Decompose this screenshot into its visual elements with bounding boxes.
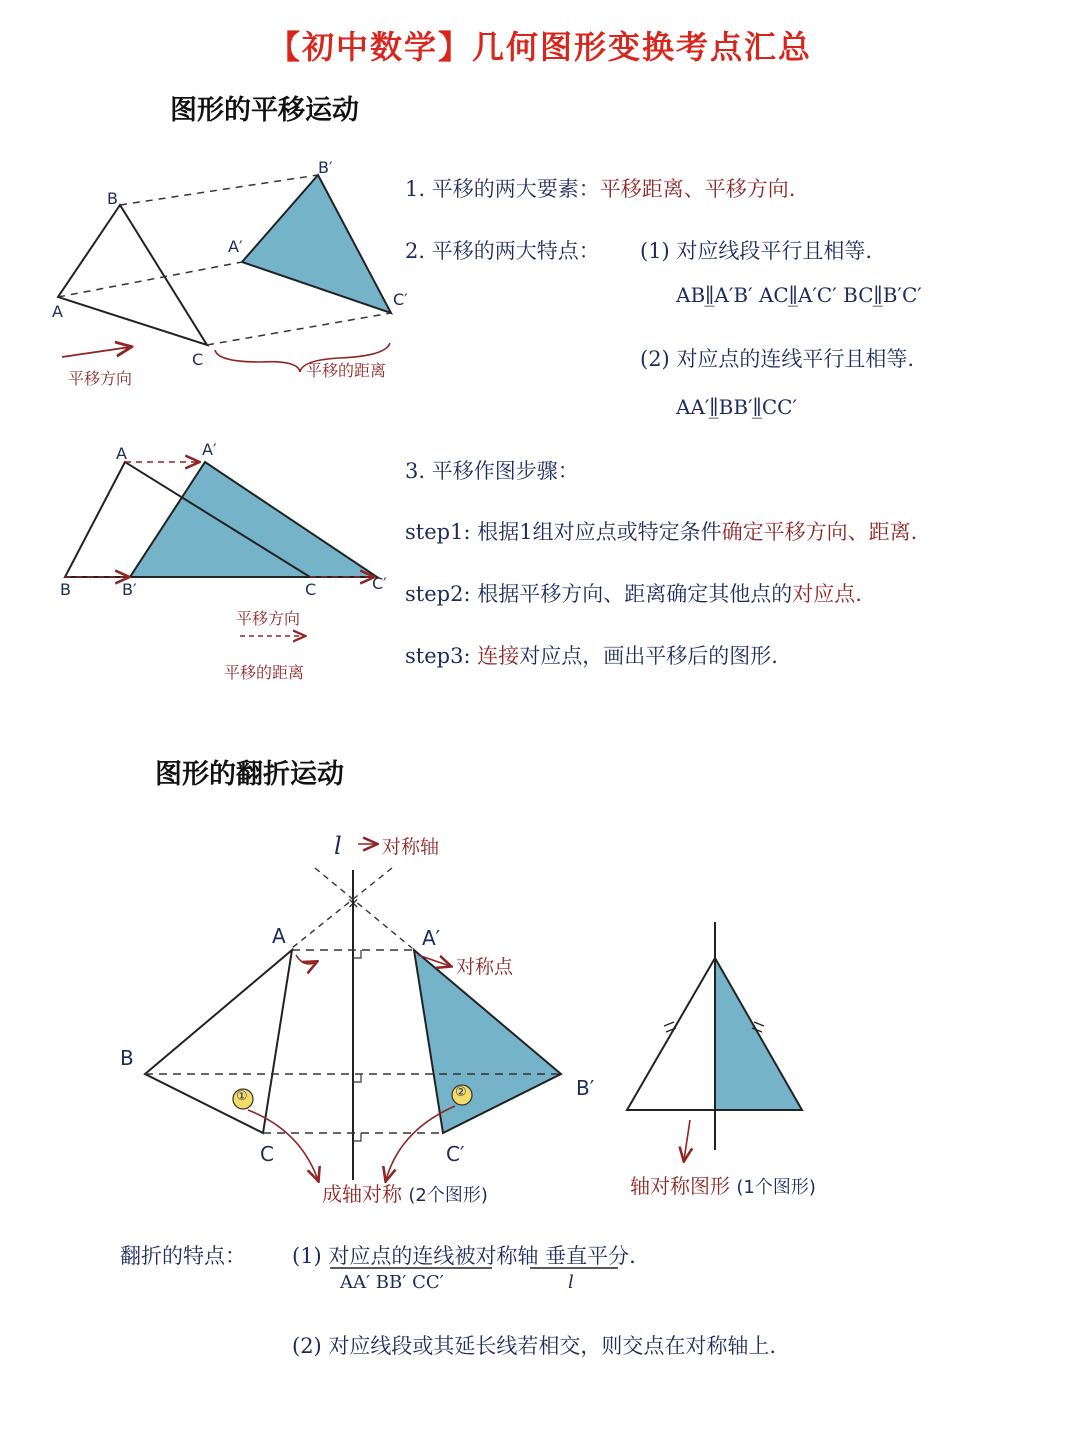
r-point-c: C <box>260 1142 274 1166</box>
distance-label: 平移的距离 <box>306 361 387 380</box>
result-line <box>322 1178 488 1207</box>
point-c-prime: C′ <box>393 290 408 309</box>
step-3-red: 连接 <box>477 644 520 668</box>
translation-diagram-2 <box>65 462 377 636</box>
features-p1-d: 垂直平分. <box>545 1244 636 1268</box>
axis-name: 对称轴 <box>382 836 440 858</box>
triangle-left <box>145 950 292 1133</box>
features-p2-text: 对应线段或其延长线若相交，则交点在对称轴上. <box>328 1334 777 1358</box>
features-p1-sub2: l <box>568 1272 574 1293</box>
features-p1 <box>292 1240 636 1270</box>
marker-2: ② <box>455 1085 467 1100</box>
point-name: 对称点 <box>456 956 514 978</box>
d2-point-b-prime: B′ <box>122 580 137 599</box>
r-point-b: B <box>120 1046 134 1070</box>
item-2-p2-formula: AA′∥̲BB′∥̲CC′ <box>676 395 797 419</box>
point-a-prime: A′ <box>228 237 243 256</box>
d2-point-a: A <box>116 444 127 463</box>
r-point-a-prime: A′ <box>422 926 441 950</box>
sym-line <box>630 1170 816 1199</box>
item-2-point-1 <box>640 235 872 265</box>
symmetric-figure <box>627 922 802 1160</box>
point-b-prime: B′ <box>318 158 333 177</box>
features-label: 翻折的特点： <box>120 1244 246 1268</box>
item-2-p2-num: (2) <box>640 347 670 371</box>
svg-text:×: × <box>347 894 360 912</box>
item-2-p1-formula: AB∥̲A′B′ AC∥̲A′C′ BC∥̲B′C′ <box>676 283 922 307</box>
reflection-diagram <box>145 844 561 1180</box>
direction-label: 平移方向 <box>68 369 133 388</box>
step-1-label: step1: <box>405 520 471 544</box>
step-2 <box>405 578 862 608</box>
step-3-text: 对应点，画出平移后的图形. <box>519 644 778 668</box>
point-b: B <box>107 189 118 208</box>
result-note: (2个图形) <box>408 1185 488 1206</box>
item-2-prefix: 2. 平移的两大特点： <box>405 239 600 263</box>
r-point-b-prime: B′ <box>576 1076 595 1100</box>
section-heading-translation: 图形的平移运动 <box>170 95 359 126</box>
item-2-p1-text: 对应线段平行且相等. <box>676 239 873 263</box>
features-p1-sub1: AA′ BB′ CC′ <box>340 1272 444 1293</box>
result-red: 成轴对称 <box>322 1182 402 1206</box>
r-point-a: A <box>272 924 286 948</box>
marker-1: ① <box>236 1089 248 1104</box>
features-p1-a: 对应点的连线 <box>328 1244 455 1268</box>
step-2-red: 对应点. <box>792 582 862 606</box>
section-heading-reflection: 图形的翻折运动 <box>155 759 344 790</box>
features-p1-c: 对称轴 <box>475 1244 539 1268</box>
sym-red: 轴对称图形 <box>630 1174 730 1198</box>
step-2-label: step2: <box>405 582 471 606</box>
item-1-prefix: 1. 平移的两大要素： <box>405 177 600 201</box>
r-point-c-prime: C′ <box>446 1142 465 1166</box>
features-p2 <box>292 1330 776 1360</box>
d2-point-c-prime: C′ <box>372 574 387 593</box>
item-2-p2-text: 对应点的连线平行且相等. <box>676 347 915 371</box>
item-1-value: 平移距离、平移方向. <box>599 177 796 201</box>
step-1 <box>405 516 917 546</box>
page-title: 【初中数学】几何图形变换考点汇总 <box>267 28 812 66</box>
step-1-red: 确定平移方向、距离. <box>721 520 918 544</box>
point-c: C <box>192 350 204 369</box>
sym-note: (1个图形) <box>736 1177 816 1198</box>
item-2-point-2 <box>640 343 914 373</box>
features-p2-num: (2) <box>292 1334 322 1358</box>
step-3-label: step3: <box>405 644 471 668</box>
d2-point-a-prime: A′ <box>202 440 217 459</box>
triangle-abc <box>58 205 207 345</box>
step-3 <box>405 640 778 670</box>
d2-point-c: C <box>305 580 317 599</box>
step-2-text: 根据平移方向、距离确定其他点的 <box>477 582 793 606</box>
d2-distance-label: 平移的距离 <box>224 663 305 682</box>
item-3-heading: 3. 平移作图步骤： <box>405 459 579 483</box>
axis-label-l: l <box>334 832 342 860</box>
features-p1-num: (1) <box>292 1244 322 1268</box>
d2-point-b: B <box>60 580 71 599</box>
item-2-p1-num: (1) <box>640 239 670 263</box>
point-a: A <box>52 302 63 321</box>
item-1 <box>405 173 795 203</box>
triangle-abc-image <box>242 175 391 313</box>
features-p1-b: 被 <box>454 1244 476 1268</box>
step-1-text: 根据1组对应点或特定条件 <box>477 520 722 544</box>
d2-direction-label: 平移方向 <box>236 609 301 628</box>
